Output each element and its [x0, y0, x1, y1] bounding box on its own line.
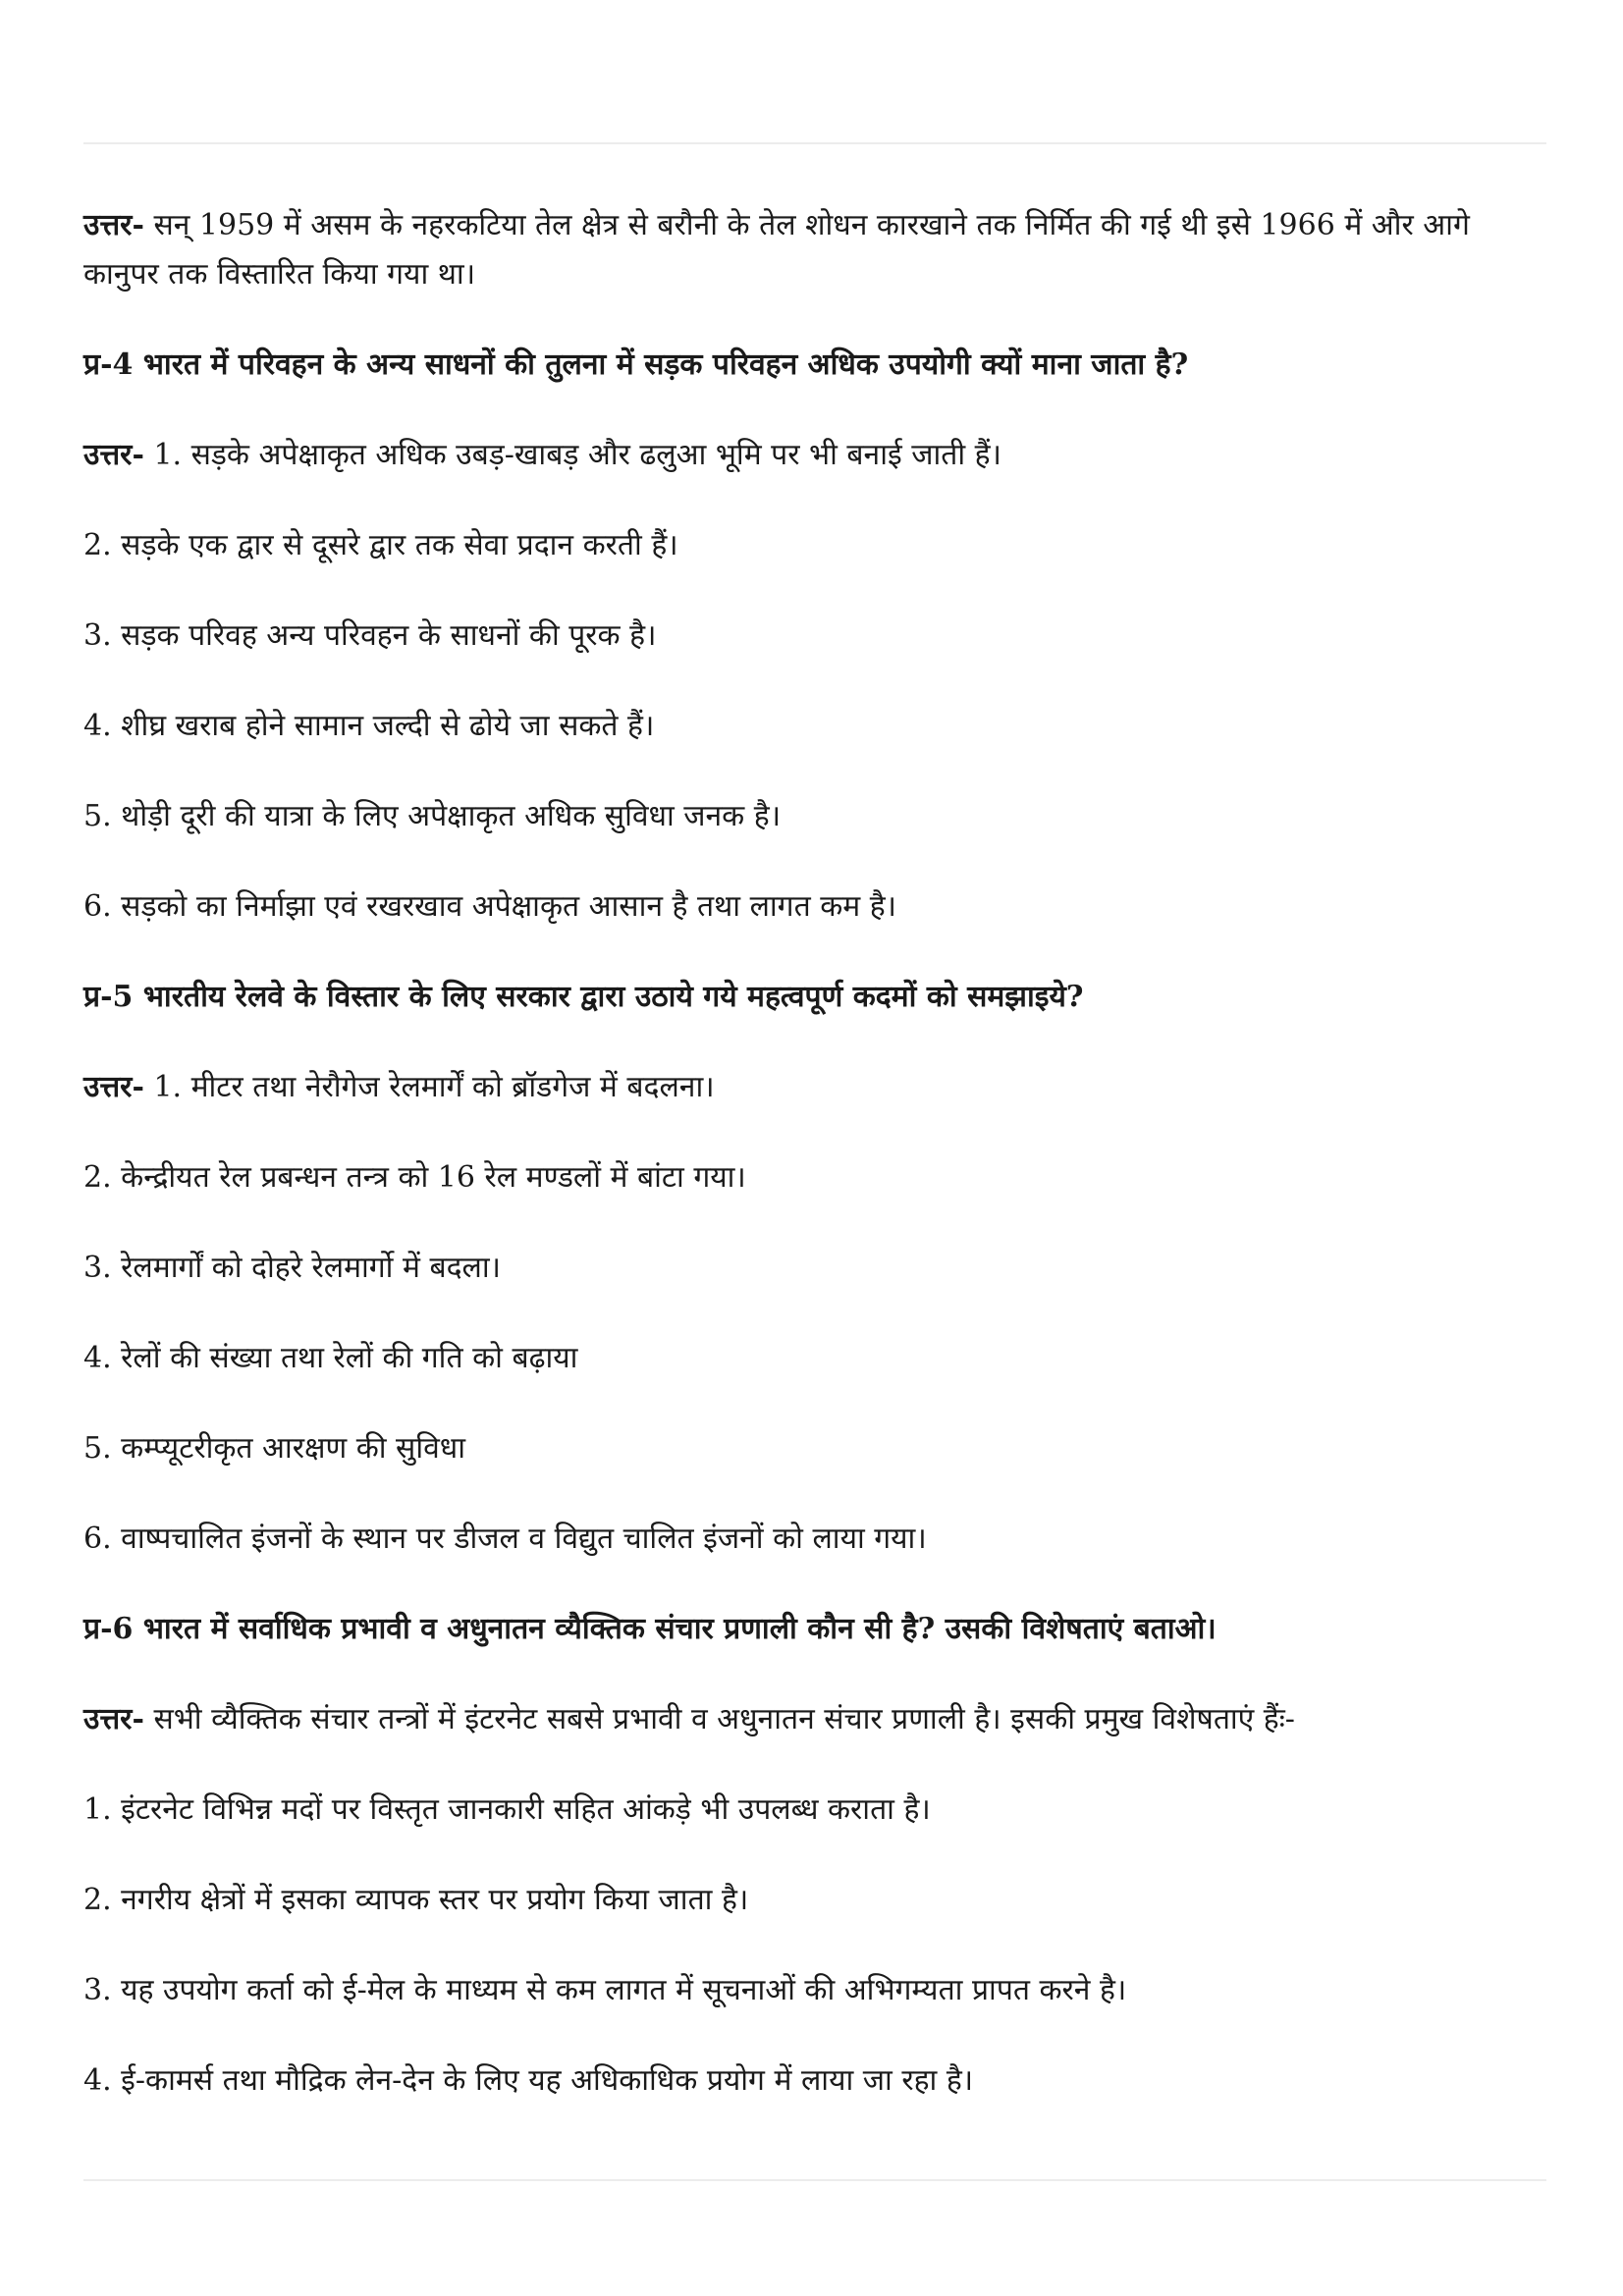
answer-4-point-3: 3. सड़क परिवह अन्य परिवहन के साधनों की पूरक है।	[83, 618, 657, 653]
answer-4-point-4: 4. शीघ्र खराब होने सामान जल्दी से ढोये जा सकते हैं।	[83, 709, 655, 743]
answer-4-point-2: 2. सड़के एक द्वार से दूसरे द्वार तक सेवा प्रदान करती हैं।	[83, 528, 678, 562]
answer-5-point-1	[83, 1063, 1546, 1112]
answer-text: सभी व्यैक्तिक संचार तन्त्रों में इंटरनेट सबसे प्रभावी व अधुनातन संचार प्रणाली है। इसकी प्रमुख विशेषताएं हैंः-	[143, 1702, 1295, 1736]
answer-text: 1. सड़के अपेक्षाकृत अधिक उबड़-खाबड़ और ढलुआ भूमि पर भी बनाई जाती हैं।	[143, 438, 1001, 472]
answer-4-point-6: 6. सड़को का निर्माझा एवं रखरखाव अपेक्षाकृत आसान है तथा लागत कम है।	[83, 889, 897, 924]
answer-6-point-4: 4. ई-कामर्स तथा मौद्रिक लेन-देन के लिए यह अधिकाधिक प्रयोग में लाया जा रहा है।	[83, 2063, 974, 2098]
answer-3-paragraph	[83, 201, 1546, 299]
question-4: प्र-4 भारत में परिवहन के अन्य साधनों की तुलना में सड़क परिवहन अधिक उपयोगी क्यों माना जाता है?	[83, 347, 1189, 382]
answer-4-point-5: 5. थोड़ी दूरी की यात्रा के लिए अपेक्षाकृत अधिक सुविधा जनक है।	[83, 799, 782, 833]
answer-label: उत्तर-	[83, 1070, 144, 1104]
answer-5-point-4: 4. रेलों की संख्या तथा रेलों की गति को बढ़ाया	[83, 1341, 578, 1375]
question-6: प्र-6 भारत में सर्वाधिक प्रभावी व अधुनातन व्यैक्तिक संचार प्रणाली कौन सी है? उसकी विशेषताएं बताओ।	[83, 1612, 1217, 1646]
answer-5-point-3: 3. रेलमार्गों को दोहरे रेलमार्गो में बदला।	[83, 1251, 501, 1285]
answer-6-point-3: 3. यह उपयोग कर्ता को ई-मेल के माध्यम से कम लागत में सूचनाओं की अभिगम्यता प्रापत करने है।	[83, 1973, 1127, 2007]
answer-5-point-5: 5. कम्प्यूटरीकृत आरक्षण की सुविधा	[83, 1431, 465, 1466]
document-body	[83, 201, 1546, 2147]
answer-6-intro	[83, 1695, 1546, 1744]
top-divider	[83, 142, 1546, 144]
bottom-divider	[83, 2179, 1546, 2181]
answer-label: उत्तर-	[83, 438, 144, 472]
answer-6-point-1: 1. इंटरनेट विभिन्न मदों पर विस्तृत जानकारी सहित आंकड़े भी उपलब्ध कराता है।	[83, 1792, 931, 1827]
answer-5-point-6: 6. वाष्पचालित इंजनों के स्थान पर डीजल व विद्युत चालित इंजनों को लाया गया।	[83, 1522, 927, 1556]
answer-label: उत्तर-	[83, 1702, 144, 1736]
answer-label: उत्तर-	[83, 208, 144, 242]
answer-text: 1. मीटर तथा नेरौगेज रेलमार्गें को ब्रॉडगेज में बदलना।	[143, 1070, 715, 1104]
answer-4-point-1	[83, 431, 1546, 480]
answer-6-point-2: 2. नगरीय क्षेत्रों में इसका व्यापक स्तर पर प्रयोग किया जाता है।	[83, 1883, 749, 1917]
answer-5-point-2: 2. केन्द्रीयत रेल प्रबन्धन तन्त्र को 16 रेल मण्डलों में बांटा गया।	[83, 1160, 746, 1195]
question-5: प्र-5 भारतीय रेलवे के विस्तार के लिए सरकार द्वारा उठाये गये महत्वपूर्ण कदमों को समझाइये?	[83, 980, 1084, 1014]
answer-text: सन् 1959 में असम के नहरकटिया तेल क्षेत्र से बरौनी के तेल शोधन कारखाने तक निर्मित की गई थी इसे 1966 में और आगे कानुपर तक विस्तारित किया गया था।	[83, 208, 1470, 292]
